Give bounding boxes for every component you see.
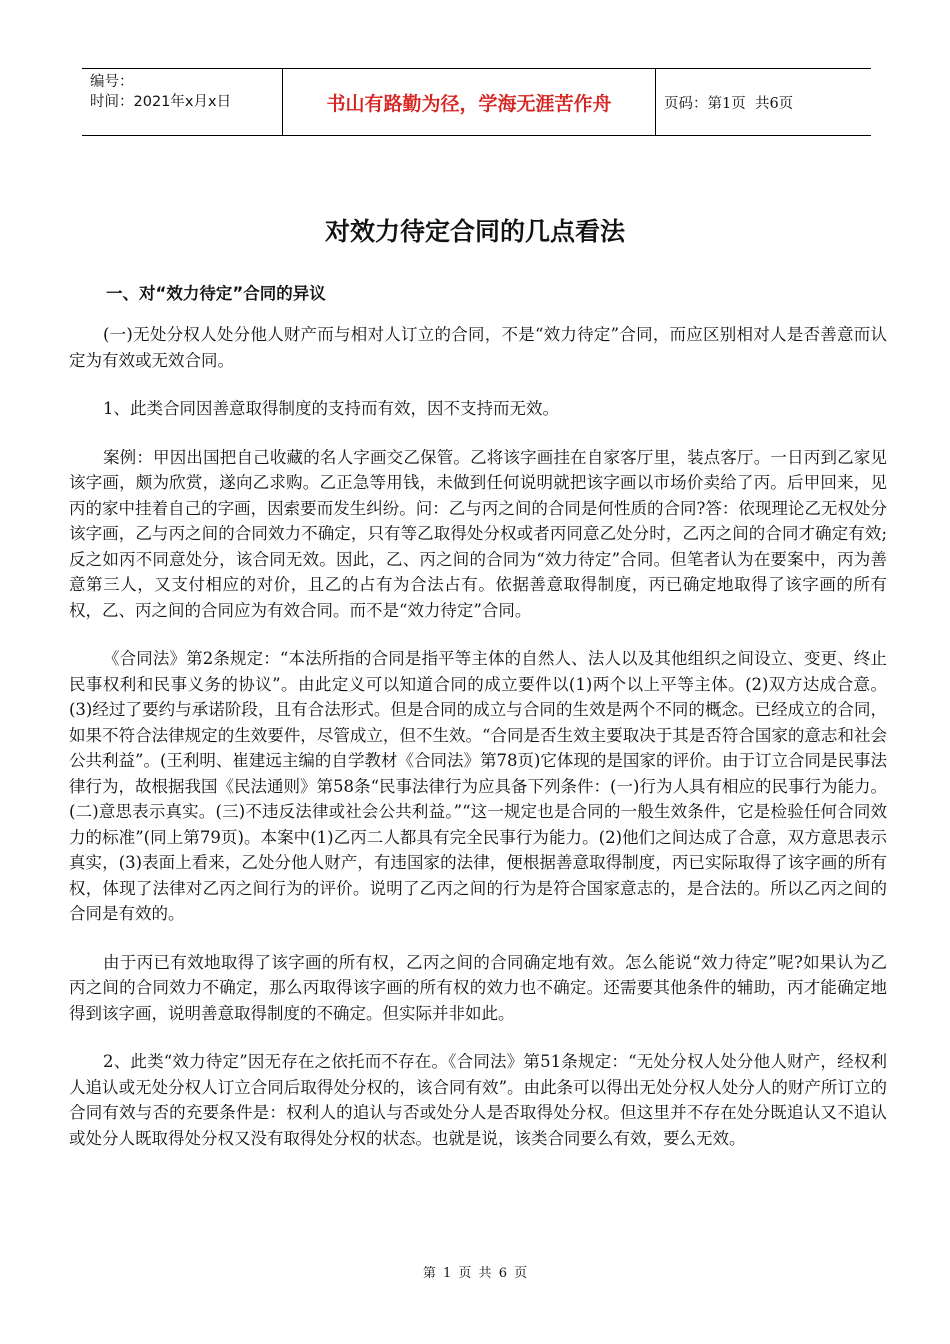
paragraph: 2、此类“效力待定”因无存在之依托而不存在。《合同法》第51条规定：“无处分权人处分他人财产，经权利人追认或无处分权人订立合同后取得处分权的，该合同有效”。由此条可以得出无处分权人处分人的财产所订立的合同有效与否的充要条件是：权利人的追认与否或处分人是否取得处分权。但这里并不存在处分既追认又不追认或处分人既取得处分权又没有取得处分权的状态。也就是说，该类合同要么有效，要么无效。: [69, 1052, 887, 1148]
paragraph: 1、此类合同因善意取得制度的支持而有效，因不支持而无效。: [103, 399, 559, 418]
header-number-label: 编号：: [90, 74, 134, 90]
paragraph: 《合同法》第2条规定：“本法所指的合同是指平等主体的自然人、法人以及其他组织之间设立、变更、终止民事权利和民事义务的协议”。由此定义可以知道合同的成立要件以(1)两个以上平等主体。(2)双方达成合意。(3)经过了要约与承诺阶段，且有合法形式。但是合同的成立与合同的生效是两个不同的概念。已经成立的合同，如果不符合法律规定的生效要件，尽管成立，但不生效。“合同是否生效主要取决于其是否符合国家的意志和社会公共利益”。(王利明、崔建远主编的自学教材《合同法》第78页)它体现的是国家的评价。由于订立合同是民事法律行为，故根据我国《民法通则》第58条“民事法律行为应具备下列条件：(一)行为人具有相应的民事行为能力。(二)意思表示真实。(三)不违反法律或社会公共利益。”“这一规定也是合同的一般生效条件，它是检验任何合同效力的标准”(同上第79页)。本案中(1)乙丙二人都具有完全民事行为能力。(2)他们之间达成了合意，双方意思表示真实，(3)表面上看来，乙处分他人财产，有违国家的法律，便根据善意取得制度，丙已实际取得了该字画的所有权，体现了法律对乙丙之间行为的评价。说明了乙丙之间的行为是符合国家意志的，是合法的。所以乙丙之间的合同是有效的。: [69, 649, 887, 923]
document-title: 对效力待定合同的几点看法: [324, 217, 625, 246]
section-heading: 一、对“效力待定”合同的异议: [106, 284, 326, 303]
page-footer: 第 1 页 共 6 页: [422, 1266, 528, 1281]
paragraph: (一)无处分权人处分他人财产而与相对人订立的合同，不是“效力待定”合同，而应区别相对人是否善意而认定为有效或无效合同。: [69, 325, 887, 370]
header-meta: [82, 69, 282, 135]
page-header: [82, 68, 871, 136]
header-page-info: 页码：第1页 共6页: [664, 95, 794, 112]
header-motto: 书山有路勤为径，学海无涯苦作舟: [282, 69, 656, 135]
document-body: [69, 322, 887, 1174]
paragraph: 案例：甲因出国把自己收藏的名人字画交乙保管。乙将该字画挂在自家客厅里，装点客厅。一日丙到乙家见该字画，颇为欣赏，遂向乙求购。乙正急等用钱，未做到任何说明就把该字画以市场价卖给了丙。后甲回来，见丙的家中挂着自己的字画，因索要而发生纠纷。问：乙与丙之间的合同是何性质的合同?答：依现理论乙无权处分该字画，乙与丙之间的合同效力不确定，只有等乙取得处分权或者丙同意乙处分时，乙丙之间的合同才确定有效;反之如丙不同意处分，该合同无效。因此，乙、丙之间的合同为“效力待定”合同。但笔者认为在要案中，丙为善意第三人，又支付相应的对价，且乙的占有为合法占有。依据善意取得制度，丙已确定地取得了该字画的所有权，乙、丙之间的合同应为有效合同。而不是“效力待定”合同。: [69, 447, 887, 620]
header-date: 时间：2021年x月x日: [90, 94, 232, 110]
header-page-info-cell: [656, 69, 871, 135]
paragraph: 由于丙已有效地取得了该字画的所有权，乙丙之间的合同确定地有效。怎么能说“效力待定”呢?如果认为乙丙之间的合同效力不确定，那么丙取得该字画的所有权的效力也不确定。还需要其他条件的辅助，丙才能确定地得到该字画，说明善意取得制度的不确定。但实际并非如此。: [69, 952, 887, 1023]
